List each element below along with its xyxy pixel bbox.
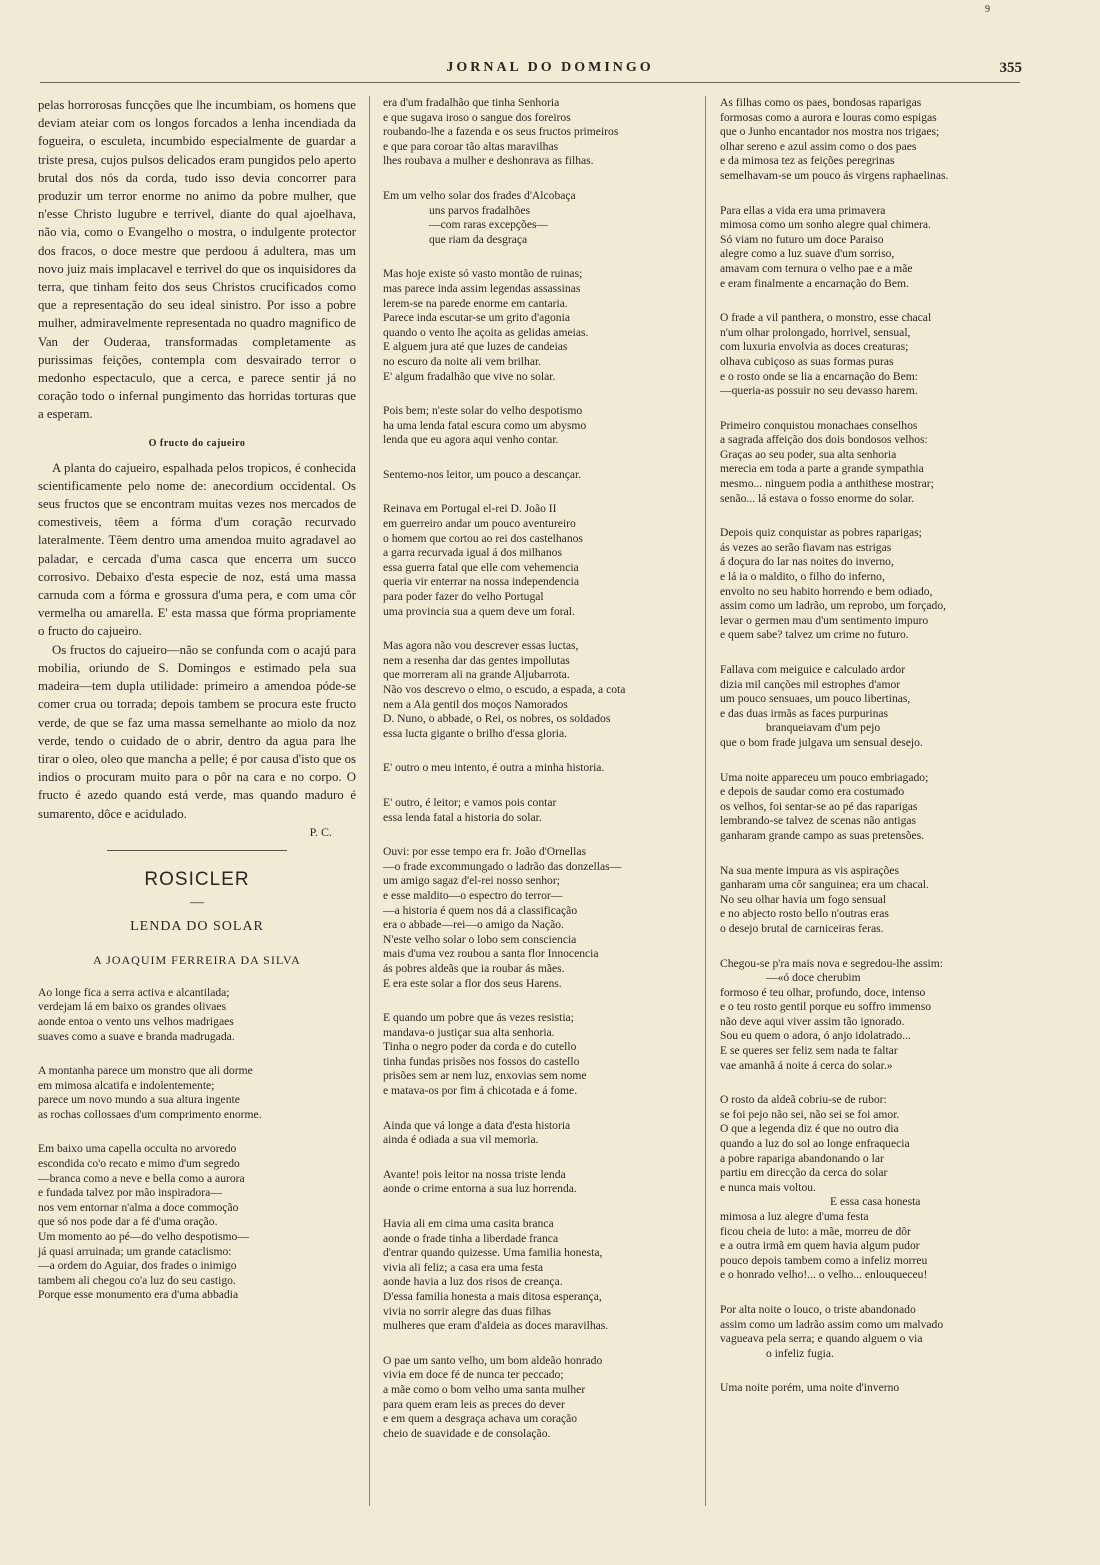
verse-line: Por alta noite o louco, o triste abandonado [720, 1302, 916, 1316]
verse-line: mesmo... ninguem podia a anthithese mostrar; [720, 477, 934, 491]
verse-line: Sou eu quem o adora, ó anjo idolatrado... [720, 1029, 911, 1043]
verse-line: essa lucta gigante o brilho d'essa gloria. [383, 726, 567, 740]
verse-line: aonde o crime entorna a sua luz horrenda. [383, 1182, 577, 1196]
dedication: A JOAQUIM FERREIRA DA SILVA [93, 952, 301, 967]
stanza [383, 1011, 691, 1099]
verse-line: O que a legenda diz é que no outro dia [720, 1122, 899, 1136]
verse-line: nos vem entornar n'alma a doce commoção [38, 1200, 239, 1214]
stanza [383, 1354, 691, 1442]
verse-line: que o bom frade julgava um sensual desejo. [720, 735, 923, 749]
verse-line: já quasi arruinada; um grande cataclismo: [38, 1244, 232, 1258]
verse-line: O pae um santo velho, um bom aldeão honrado [383, 1353, 603, 1367]
verse-line: lhes roubava a mulher e deshonrava as filhas. [383, 154, 594, 168]
verse-line: D'essa familia honesta a mais ditosa esperança, [383, 1290, 602, 1303]
verse-line: escondida co'o recato e mimo d'um segredo [38, 1157, 240, 1171]
verse-line: Uma noite appareceu um pouco embriagado; [720, 770, 929, 784]
verse-line: Em um velho solar dos frades d'Alcobaça [383, 188, 576, 202]
verse-line: e da mimosa tez as feições peregrinas [720, 154, 895, 168]
verse-line: —o frade excommungado o ladrão das donzellas— [383, 859, 622, 873]
stanza [720, 957, 1020, 1074]
stanza [383, 502, 691, 619]
verse-line: Parece inda escutar-se um grito d'agonia [383, 311, 570, 325]
verse-line: a sagrada affeição dos dois bondosos velhos: [720, 433, 928, 447]
verse-line: e esse maldito—o espectro do terror— [383, 888, 563, 902]
verse-line: —com raras excepções— [429, 218, 549, 232]
verse-line: semelhavam-se um pouco ás virgens raphaelinas. [720, 168, 949, 182]
verse-line: e lá ia o maldito, o filho do inferno, [720, 570, 885, 584]
verse-line: e em quem a desgraça achava um coração [383, 1412, 578, 1426]
stanza [383, 1217, 691, 1334]
page-number: 355 [999, 60, 1022, 76]
verse-line: formosas como a aurora e louras como espigas [720, 110, 937, 124]
verse-line: uns parvos fradalhões [429, 203, 531, 217]
stanza [720, 526, 1020, 643]
verse-line: envolto no seu habito horrendo e bem odiado, [720, 584, 933, 598]
verse-line: Um momento ao pé—do velho despotismo— [38, 1230, 249, 1244]
verse-line: lembrando-se talvez de scenas não antigas [720, 814, 917, 828]
stanza [720, 864, 1020, 937]
verse-line: —a ordem do Aguiar, dos frades o inimigo [38, 1259, 237, 1273]
verse-line: vivia no sorrir alegre das duas filhas [383, 1304, 552, 1318]
verse-line: Fallava com meiguice e calculado ardor [720, 663, 906, 676]
verse-line: E quando um pobre que ás vezes resistia; [383, 1011, 574, 1025]
verse-line: essa guerra fatal que elle com vehemencia [383, 560, 579, 574]
verse-line: o homem que cortou ao rei dos castelhanos [383, 531, 583, 545]
verse-line: os velhos, foi sentar-se ao pé das raparigas [720, 799, 918, 813]
verse-line: mais d'uma vez roubou a santa flor Innocencia [383, 947, 599, 961]
verse-line: um pouco sensuaes, um pouco libertinas, [720, 692, 911, 706]
verse-line: lenda que eu agora aqui venho contar. [383, 433, 559, 447]
verse-line: quando a luz do sol ao longe enfraquecia [720, 1137, 910, 1151]
stanza [383, 1119, 691, 1148]
corner-mark: 9 [985, 4, 990, 15]
stanza [383, 639, 691, 741]
verse-line: merecia em toda a parte a grande sympathia [720, 462, 924, 476]
verse-line: As filhas como os paes, bondosas raparigas [720, 96, 922, 109]
verse-line: aonde entoa o vento uns velhos madrigaes [38, 1014, 234, 1028]
verse-line: D. Nuno, o abbade, o Rei, os nobres, os soldados [383, 712, 611, 726]
verse-line: N'este velho solar o lobo sem consciencia [383, 932, 577, 946]
stanza [720, 1381, 1020, 1396]
verse-line: Graças ao seu poder, sua alta senhoria [720, 447, 897, 461]
verse-line: era d'um fradalhão que tinha Senhoria [383, 96, 560, 109]
verse-line: E' outro, é leitor; e vamos pois contar [383, 795, 557, 809]
verse-line: branqueiavam d'um pejo [766, 721, 881, 735]
verse-line: E' algum fradalhão que vive no solar. [383, 369, 556, 383]
verse-line: Depois quiz conquistar as pobres raparigas; [720, 526, 922, 540]
verse-line: E alguem jura até que luzes de candeias [383, 340, 568, 354]
verse-line: e o rosto onde se lia a encarnação do Bem: [720, 369, 918, 383]
verse-line: alegre como a luz suave d'um sorriso, [720, 247, 895, 261]
verse-line: quando o vento lhe açoita as gelidas ameias. [383, 325, 589, 339]
stanza [383, 468, 691, 483]
story-title: ROSICLER [144, 868, 250, 890]
paragraph: Os fructos do cajueiro—não se confunda com o acajú para mobilia, oriundo de S. Domingos e estimado pela sua madeira—tem dupla utilidade: primeiro a amendoa póde-se comer crua ou torrada; depois tambem se procura este fructo verde, de que se faz uma massa semelhante ao miolo da noz verde, tendo o cuidado de o abrir, dentro da agua para lhe tirar o oleo, oleo que mancha a pelle; é por causa d'isto que os indios o procuram muito para o pôr na cara e no corpo. O fructo é azedo quando está verde, mas quando maduro é sumarento, dôce e acidulado. [38, 642, 356, 821]
verse-line: Só viam no futuro um doce Paraiso [720, 232, 884, 246]
verse-line: formoso é teu olhar, profundo, doce, intenso [720, 985, 926, 999]
verse-line: Reinava em Portugal el-rei D. João II [383, 502, 557, 516]
verse-line: E se queres ser feliz sem nada te faltar [720, 1044, 898, 1058]
verse-line: ganharam grande campo as suas pretensões. [720, 828, 925, 842]
verse-line: ás vezes ao serão fiavam nas estrigas [720, 540, 892, 554]
stanza [38, 986, 356, 1044]
verse-line: assim como um ladrão, um reprobo, um forçado, [720, 599, 947, 613]
verse-line: olhar sereno e azul assim como o dos paes [720, 139, 917, 153]
verse-line: Na sua mente impura as vis aspirações [720, 863, 900, 877]
verse-line: e matava-os por fim á chicotada e á fome. [383, 1084, 578, 1098]
verse-line: —«ó doce cherubim [766, 971, 861, 985]
verse-line: A montanha parece um monstro que ali dorme [38, 1064, 253, 1078]
column-3 [720, 96, 1020, 1416]
verse-line: pouco depois tambem como a infeliz morreu [720, 1253, 928, 1267]
article-continuation [38, 96, 356, 424]
verse-line: Tinha o negro poder da corda e do cutello [383, 1040, 577, 1054]
verse-line: Uma noite porém, uma noite d'inverno [720, 1381, 900, 1395]
cajueiro-article [38, 459, 356, 823]
poem-verses [383, 96, 691, 1441]
verse-line: roubando-lhe a fazenda e os seus fructos primeiros [383, 125, 619, 139]
verse-line: o desejo brutal de carniceiras feras. [720, 921, 884, 935]
stanza [383, 845, 691, 991]
verse-line: e o teu rosto gentil porque eu soffro immenso [720, 1000, 932, 1014]
stanza [383, 404, 691, 448]
verse-line: e no abjecto rosto bello n'outras eras [720, 907, 889, 921]
verse-line: e quem sabe? talvez um crime no futuro. [720, 628, 909, 642]
verse-line: vivia ali feliz; a casa era uma festa [383, 1260, 543, 1274]
verse-line: as rochas collossaes d'um comprimento enorme. [38, 1107, 262, 1121]
verse-line: a mãe como o bom velho uma santa mulher [383, 1382, 586, 1396]
stanza [383, 761, 691, 776]
verse-line: Pois bem; n'este solar do velho despotismo [383, 404, 583, 418]
verse-line: n'um olhar prolongado, horrivel, sensual, [720, 325, 911, 339]
stanza [720, 663, 1020, 751]
verse-line: a pobre rapariga abandonando o lar [720, 1151, 884, 1165]
verse-line: suaves como a suave e branda madrugada. [38, 1029, 235, 1043]
stanza [720, 311, 1020, 399]
title-dash: — [190, 894, 204, 910]
verse-line: mandava-o justiçar sua alta senhoria. [383, 1025, 555, 1039]
verse-line: em guerreiro andar um pouco aventureiro [383, 517, 576, 531]
verse-line: e das duas irmãs as faces purpurinas [720, 706, 889, 720]
verse-line: e o honrado velho!... o velho... enlouqueceu! [720, 1268, 928, 1282]
page-header [40, 56, 1020, 83]
divider [107, 850, 287, 851]
verse-line: —branca como a neve e bella como a aurora [38, 1171, 245, 1185]
verse-line: ganharam uma côr sanguinea; era um chacal. [720, 878, 929, 892]
verse-line: O rosto da aldeã cobriu-se de rubor: [720, 1093, 887, 1107]
verse-line: essa lenda fatal a historia do solar. [383, 810, 542, 824]
verse-line: e a outra irmã em quem havia algum pudor [720, 1239, 920, 1253]
verse-line: E' outro o meu intento, é outra a minha historia. [383, 761, 605, 775]
stanza [38, 1064, 356, 1122]
verse-line: vae amanhã á noite á cerca do solar.» [720, 1058, 893, 1072]
verse-line: Sentemo-nos leitor, um pouco a descançar. [383, 467, 582, 481]
verse-line: á doçura do lar nas noites do inverno, [720, 555, 894, 569]
paragraph: pelas horrorosas funcções que lhe incumbiam, os homens que deviam ateiar com os longos forcados a lenha incendiada da fogueira, o esculeta, incumbido especialmente de guardar a triste presa, cujos pulsos delicados eram pungidos pelo aperto brutal dos nós da corda, tudo isso devia concorrer para produzir um terror enorme no animo da pobre mulher, que n'esse Christo lugubre e terrivel, diante do qual ajoelhava, não via, como o Evangelho o mostra, o indulgente protector dos fracos, o doce mestre que perdoou á adultera, mas um novo juiz mais implacavel e terrivel do que os inquisidores da terra, que tinham feito dos seus Christos crucificados como que a representação do seu ideal sinistro. Por isso a pobre mulher, admiravelmente representada no quadro magnifico de Van der Ouderaa, transformadas completamente as purissimas feições, contempla com desvairado terror o medonho espectaculo, que a cerca, e parece sentir já no coração todo o infernal pungimento das horridas torturas que a esperam. [38, 98, 356, 422]
stanza [383, 189, 691, 247]
verse-line: não deve aqui viver assim tão ignorado. [720, 1014, 905, 1028]
verse-line: para poder fazer do velho Portugal [383, 590, 544, 604]
verse-line: parece um novo mundo a sua altura ingente [38, 1093, 240, 1107]
verse-line: E essa casa honesta [830, 1195, 921, 1209]
verse-line: cheio de suavidade e de consolação. [383, 1426, 551, 1440]
verse-line: e que para coroar tão altas maravilhas [383, 139, 559, 153]
verse-line: E era este solar a flor dos seus Harens. [383, 976, 562, 990]
verse-line: No seu olhar havia um fogo sensual [720, 892, 887, 906]
column-divider [369, 96, 370, 1506]
verse-line: ainda é odiada a sua vil memoria. [383, 1133, 539, 1147]
section-heading: O fructo do cajueiro [148, 437, 246, 449]
verse-line: e eram finalmente a encarnação do Bem. [720, 276, 909, 290]
verse-line: tambem ali chegou co'a luz do seu castigo. [38, 1273, 236, 1287]
verse-line: para quem eram leis as preces do dever [383, 1397, 565, 1411]
verse-line: prisões sem ar nem luz, enxovias sem nome [383, 1069, 587, 1083]
verse-line: ficou cheia de luto: a mãe, morreu de dôr [720, 1224, 911, 1238]
verse-line: se foi pejo não sei, não sei se foi amor. [720, 1107, 900, 1121]
verse-line: partiu em direcção da cerca do solar [720, 1166, 888, 1180]
verse-line: vivia em doce fé de nunca ter peccado; [383, 1368, 564, 1382]
newspaper-title: JORNAL DO DOMINGO [446, 60, 654, 75]
stanza [38, 1142, 356, 1303]
verse-line: uma provincia sua a quem deve um foral. [383, 604, 575, 618]
verse-line: que o Junho encantador nos mostra nos trigaes; [720, 125, 940, 139]
verse-line: verdejam lá em baixo os grandes olivaes [38, 1000, 227, 1014]
verse-line: o infeliz fugia. [766, 1346, 834, 1360]
stanza [720, 1303, 1020, 1361]
verse-line: tinha fundas prisões nos fossos do castello [383, 1054, 580, 1068]
verse-line: mulheres que eram d'aldeia as doces maravilhas. [383, 1319, 609, 1333]
verse-line: que só nos pode dar a fé d'uma oração. [38, 1215, 218, 1229]
verse-line: Para ellas a vida era uma primavera [720, 203, 886, 217]
verse-line: olhava cubiçoso as suas formas puras [720, 354, 894, 368]
verse-line: ha uma lenda fatal escura como um abysmo [383, 418, 587, 432]
verse-line: Chegou-se p'ra mais nova e segredou-lhe assim: [720, 956, 943, 970]
verse-line: Ouvi: por esse tempo era fr. João d'Ornellas [383, 845, 586, 859]
verse-line: Primeiro conquistou monachaes conselhos [720, 418, 918, 432]
verse-line: O frade a vil panthera, o monstro, esse chacal [720, 311, 932, 325]
verse-line: levar o germen mau d'um sentimento impuro [720, 613, 929, 627]
verse-line: ás pobres aldeãs que ia roubar ás mães. [383, 961, 565, 975]
verse-line: aonde o frade tinha a liberdade franca [383, 1231, 559, 1245]
verse-line: a garra recurvada igual á dos milhanos [383, 546, 562, 560]
verse-line: no escuro da noite ali vem brilhar. [383, 354, 542, 368]
stanza [383, 96, 691, 169]
verse-line: Mas hoje existe só vasto montão de ruinas; [383, 267, 583, 281]
stanza [720, 96, 1020, 184]
verse-line: Ao longe fica a serra activa e alcantilada; [38, 985, 230, 999]
stanza [720, 204, 1020, 292]
verse-line: dizia mil canções mil estrophes d'amor [720, 677, 901, 691]
stanza [720, 1093, 1020, 1283]
stanza [720, 419, 1020, 507]
verse-line: —a historia é quem nos dá a classificação [383, 903, 578, 917]
verse-line: com luxuria envolvia as doces creaturas; [720, 340, 909, 354]
verse-line: mas parece inda assim legendas assassinas [383, 281, 581, 295]
verse-line: e que sugava iroso o sangue dos foreiros [383, 110, 571, 124]
verse-line: —queria-as possuir no seu devasso harem. [720, 384, 918, 398]
verse-line: d'entrar quando quizesse. Uma familia honesta, [383, 1246, 603, 1260]
story-subtitle: LENDA DO SOLAR [130, 918, 264, 934]
verse-line: amavam com ternura o velho pae e a mãe [720, 261, 913, 275]
verse-line: um amigo sagaz d'el-rei nosso senhor; [383, 874, 560, 888]
verse-line: que morreram ali na grande Aljubarrota. [383, 668, 570, 682]
verse-line: Porque esse monumento era d'uma abbadia [38, 1288, 239, 1302]
verse-line: vagueava pela serra; e quando alguem o via [720, 1332, 923, 1346]
stanza [720, 771, 1020, 844]
column-divider [705, 96, 706, 1506]
verse-line: Havia ali em cima uma casita branca [383, 1217, 554, 1231]
verse-line: lerem-se na parede enorme em cantaria. [383, 296, 568, 310]
verse-line: e fundada talvez por mão inspiradora— [38, 1186, 222, 1200]
verse-line: era o abbade—rei—o amigo da Nação. [383, 918, 564, 932]
poem-verses [38, 986, 356, 1303]
verse-line: que riam da desgraça [429, 232, 528, 246]
column-2 [383, 96, 691, 1461]
verse-line: e nunca mais voltou. [720, 1180, 816, 1194]
verse-line: em mimosa alcatifa e indolentemente; [38, 1078, 215, 1092]
verse-line: Em baixo uma capella occulta no arvoredo [38, 1142, 237, 1156]
stanza [383, 1168, 691, 1197]
column-1 [38, 96, 356, 1323]
verse-line: nem a Ala gentil dos moços Namorados [383, 697, 568, 711]
verse-line: queria vir enterrar na nossa independencia [383, 575, 580, 589]
verse-line: mimosa a luz alegre d'uma festa [720, 1210, 869, 1223]
verse-line: nem a resenha dar das gentes impollutas [383, 653, 570, 667]
verse-line: senão... lá estava o fosso enorme do solar. [720, 491, 915, 505]
verse-line: Avante! pois leitor na nossa triste lenda [383, 1167, 566, 1181]
verse-line: e depois de saudar como era costumado [720, 785, 905, 799]
paragraph: A planta do cajueiro, espalhada pelos tropicos, é conhecida scientificamente pelo nome de: anecordium occidental. Os seus fructos que se encontram muitas vezes nos mercados de comestiveis, têem a fórma d'um coração recurvado lateralmente. Têem dentro uma amendoa muito agradavel ao paladar, e cercada d'uma casca que encerra um succo corrosivo. Debaixo d'esta especie de noz, está uma massa carnuda com a fórma e grossura d'uma pera, e com uma côr vermelha ou amarella. E' esta massa que fórma propriamente o fructo do cajueiro. [38, 460, 356, 639]
stanza [383, 796, 691, 825]
verse-line: mimosa como um sonho alegre qual chimera. [720, 218, 931, 232]
verse-line: Não vos descrevo o elmo, o escudo, a espada, a cota [383, 683, 626, 696]
verse-line: Ainda que vá longe a data d'esta historia [383, 1118, 571, 1132]
poem-verses [720, 96, 1020, 1396]
verse-line: Mas agora não vou descrever essas luctas, [383, 639, 579, 653]
verse-line: aonde havia a luz dos risos de creança. [383, 1275, 563, 1289]
verse-line: assim como um ladrão assim como um malvado [720, 1317, 944, 1331]
stanza [383, 267, 691, 384]
signature: P. C. [309, 824, 332, 839]
